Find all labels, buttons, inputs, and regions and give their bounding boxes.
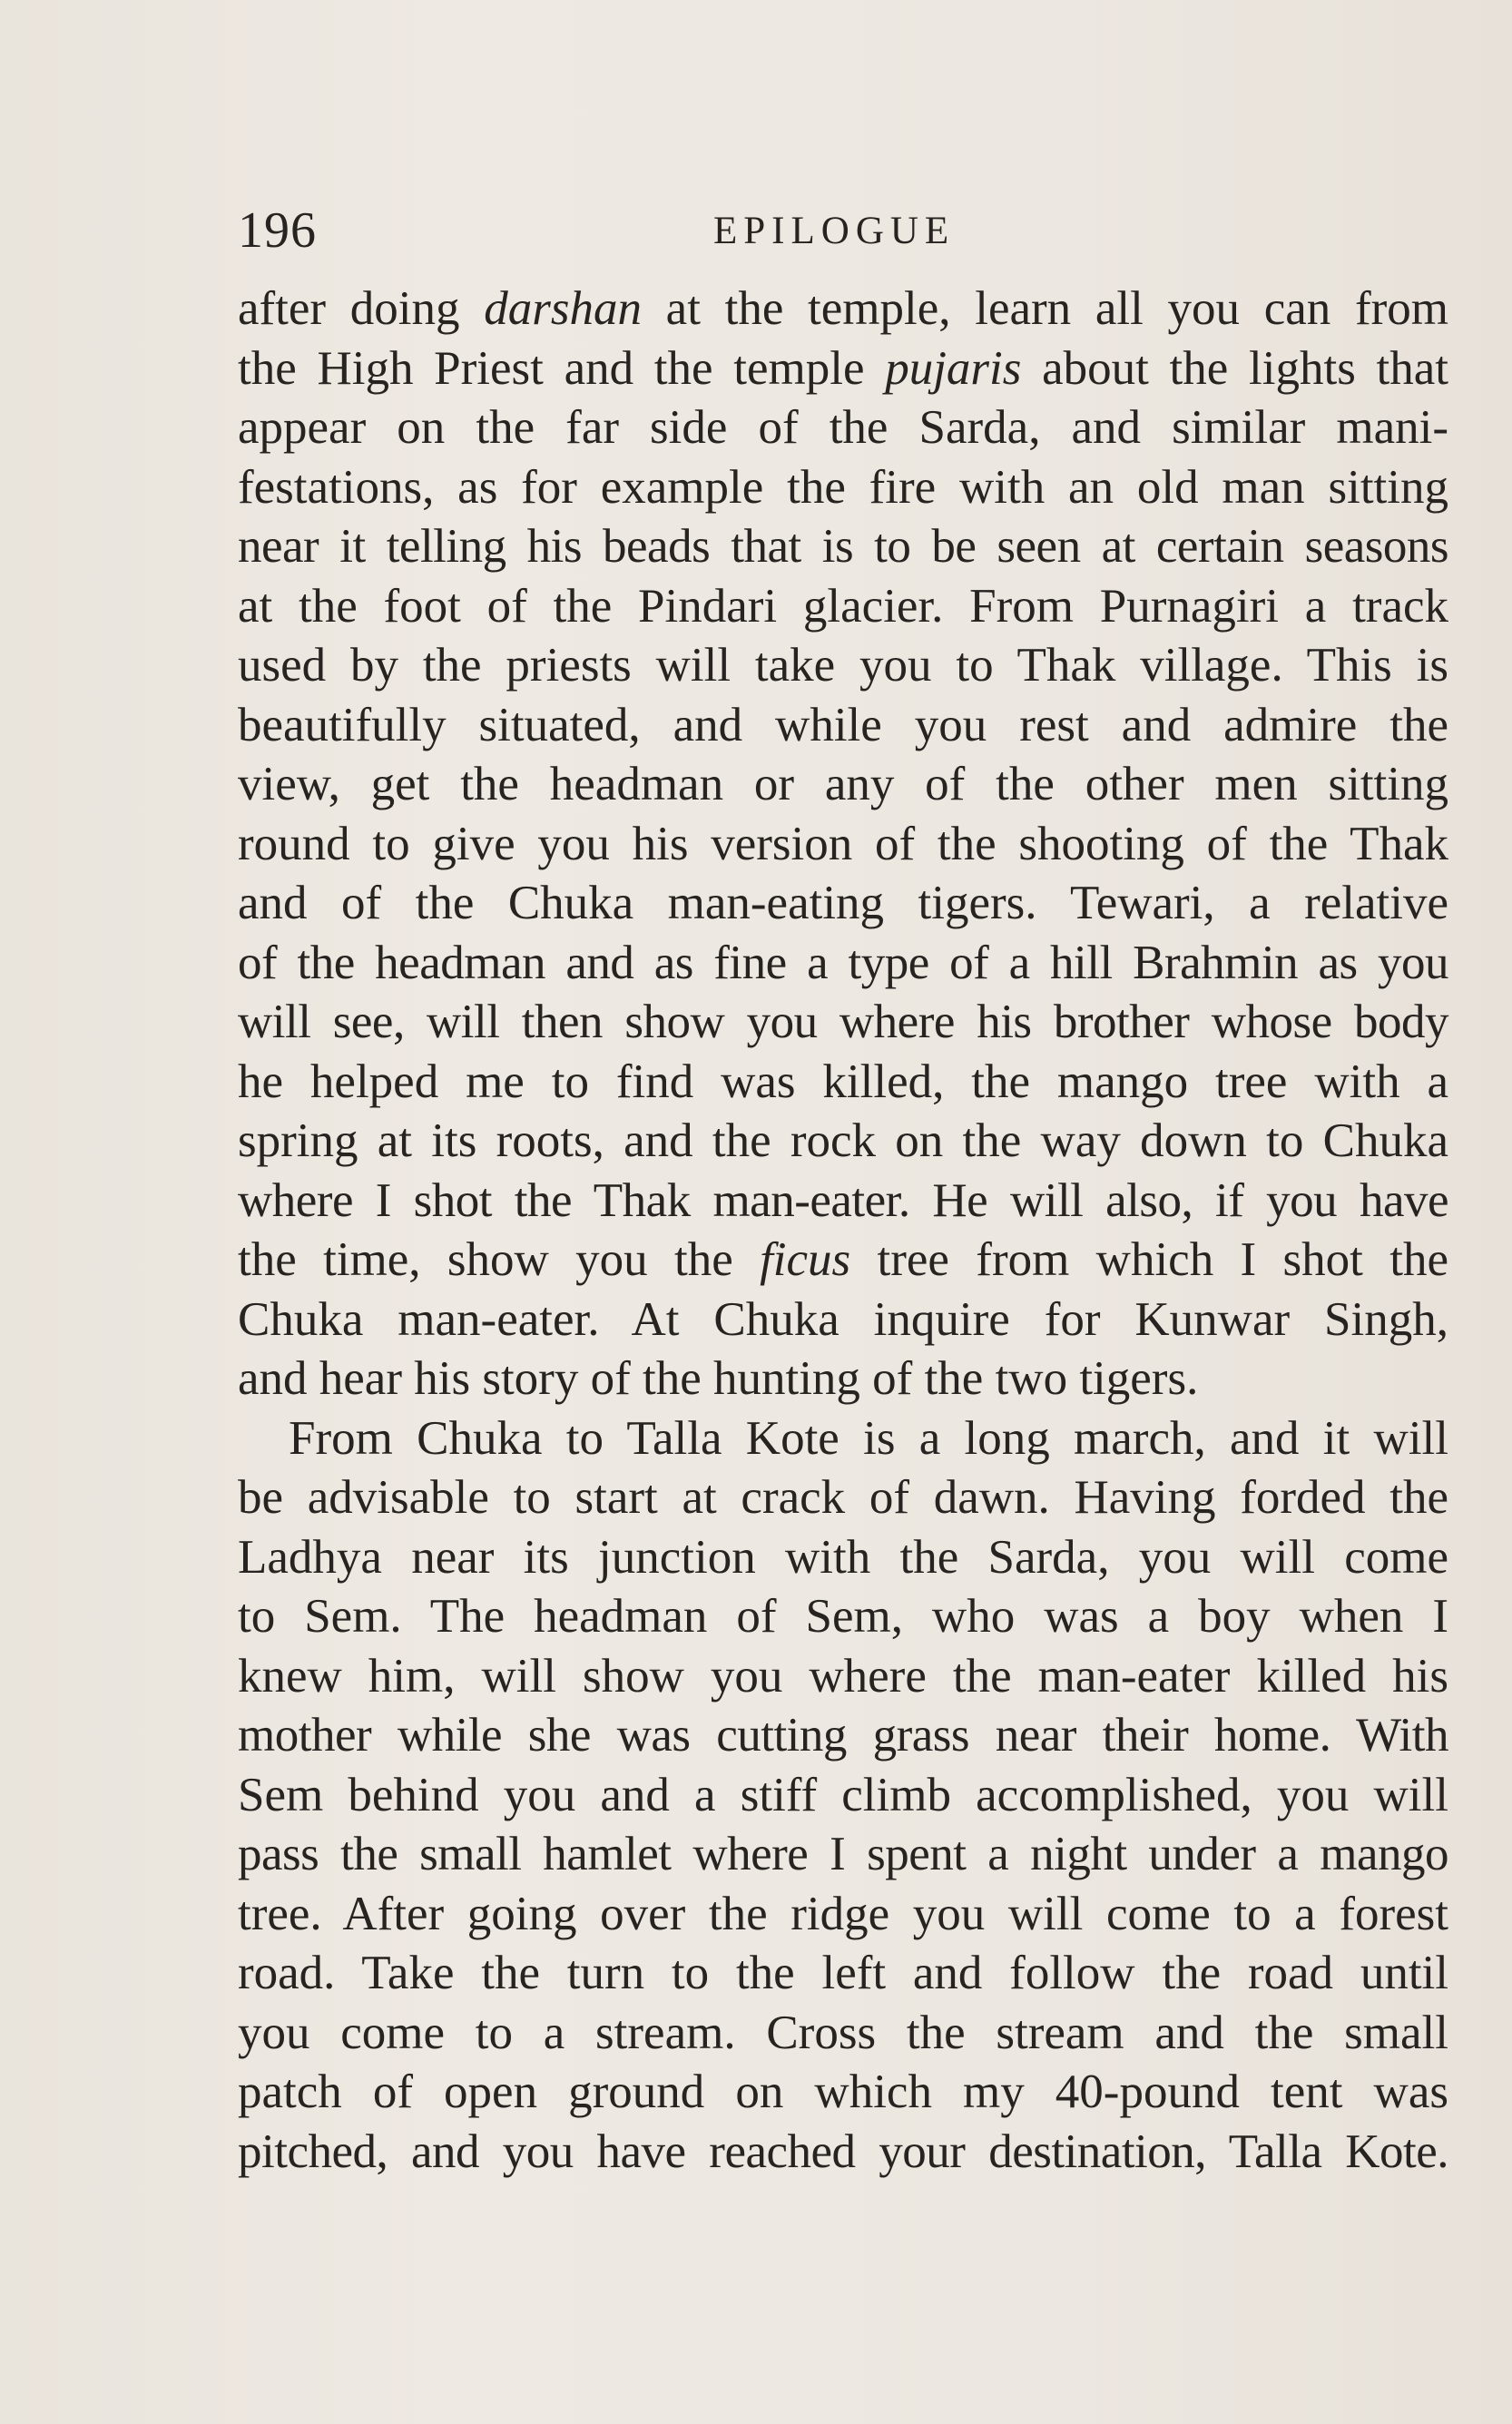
text-segment: you come to a stream. Cross the stream and the small <box>238 2006 1448 2059</box>
text-segment: beautifully situated, and while you rest and admire the <box>238 698 1448 751</box>
italic-term: pujaris <box>885 341 1022 395</box>
text-segment: used by the priests will take you to Thak village. This is <box>238 639 1448 692</box>
text-segment: the time, show you the <box>238 1233 761 1286</box>
text-segment: after doing <box>238 282 485 335</box>
text-segment: will see, will then show you where his brother whose body <box>238 996 1448 1048</box>
text-line <box>238 517 1448 577</box>
text-line <box>238 1647 1448 1707</box>
text-segment: the High Priest and the temple <box>238 341 886 395</box>
text-line <box>238 2123 1448 2183</box>
text-segment: where I shot the Thak man-eater. He will also, if you have <box>238 1173 1448 1227</box>
text-segment: appear on the far side of the Sarda, and similar mani- <box>238 401 1448 454</box>
text-line <box>238 577 1448 637</box>
text-segment: From Chuka to Talla Kote is a long march, and it will <box>289 1411 1448 1465</box>
text-line <box>238 1053 1448 1113</box>
text-line <box>238 398 1448 458</box>
text-line <box>238 1885 1448 1945</box>
text-segment: spring at its roots, and the rock on the way down to Chuka <box>238 1114 1448 1167</box>
text-segment: tree from which I shot the <box>850 1233 1448 1286</box>
text-segment: mother while she was cutting grass near their home. With <box>238 1709 1448 1762</box>
text-line <box>238 1528 1448 1588</box>
text-line <box>238 1587 1448 1647</box>
text-line <box>238 1944 1448 2004</box>
text-line <box>238 1766 1448 1826</box>
text-segment: to Sem. The headman of Sem, who was a boy when I <box>238 1590 1448 1643</box>
text-line <box>238 339 1448 399</box>
text-segment: view, get the headman or any of the other men sitting <box>238 758 1448 810</box>
text-line <box>238 636 1448 696</box>
text-segment: and of the Chuka man-eating tigers. Tewari, a relative <box>238 877 1448 929</box>
italic-term: darshan <box>484 282 642 335</box>
text-line <box>238 874 1448 934</box>
text-segment: about the lights that <box>1021 341 1448 395</box>
text-segment: at the temple, learn all you can from <box>641 282 1448 335</box>
text-line <box>238 458 1448 518</box>
running-head: EPILOGUE <box>713 210 956 252</box>
text-line <box>238 1231 1448 1291</box>
text-line <box>238 1172 1448 1232</box>
text-line <box>238 1825 1448 1885</box>
text-line <box>238 1349 1448 1409</box>
page-number: 196 <box>238 202 317 259</box>
text-segment: near it telling his beads that is to be seen at certain seasons <box>238 520 1448 573</box>
text-segment: be advisable to start at crack of dawn. Having forded the <box>238 1471 1448 1524</box>
text-segment: round to give you his version of the shooting of the Thak <box>238 817 1448 870</box>
text-segment: festations, as for example the fire with an old man sitting <box>238 460 1448 514</box>
text-segment: and hear his story of the hunting of the two tigers. <box>238 1352 1199 1405</box>
text-line <box>238 1291 1448 1350</box>
text-line <box>238 993 1448 1053</box>
text-segment: Chuka man-eater. At Chuka inquire for Kunwar Singh, <box>238 1292 1448 1346</box>
text-line <box>238 2004 1448 2064</box>
text-segment: Sem behind you and a stiff climb accomplished, you will <box>238 1768 1448 1821</box>
text-line <box>238 1468 1448 1528</box>
text-line <box>238 2063 1448 2123</box>
italic-term: ficus <box>760 1233 851 1286</box>
text-line <box>238 934 1448 994</box>
text-line <box>238 1112 1448 1172</box>
text-line <box>238 696 1448 756</box>
text-line <box>238 1409 1448 1469</box>
text-line <box>238 755 1448 815</box>
text-segment: knew him, will show you where the man-eater killed his <box>238 1649 1448 1703</box>
text-segment: he helped me to find was killed, the mango tree with a <box>238 1055 1448 1108</box>
text-segment: pass the small hamlet where I spent a night under a mango <box>238 1828 1448 1880</box>
text-segment: tree. After going over the ridge you will come to a forest <box>238 1887 1448 1940</box>
text-segment: at the foot of the Pindari glacier. From Purnagiri a track <box>238 579 1448 633</box>
text-segment: road. Take the turn to the left and follow the road until <box>238 1947 1448 1999</box>
text-segment: Ladhya near its junction with the Sarda, you will come <box>238 1530 1448 1584</box>
text-line <box>238 815 1448 875</box>
page-header <box>238 201 1450 265</box>
text-line <box>238 280 1448 339</box>
text-segment: pitched, and you have reached your destination, Talla Kote. <box>238 2125 1448 2178</box>
text-line <box>238 1706 1448 1766</box>
text-segment: of the headman and as fine a type of a hill Brahmin as you <box>238 936 1448 989</box>
text-segment: patch of open ground on which my 40-pound tent was <box>238 2066 1448 2118</box>
body-text <box>238 280 1448 2182</box>
